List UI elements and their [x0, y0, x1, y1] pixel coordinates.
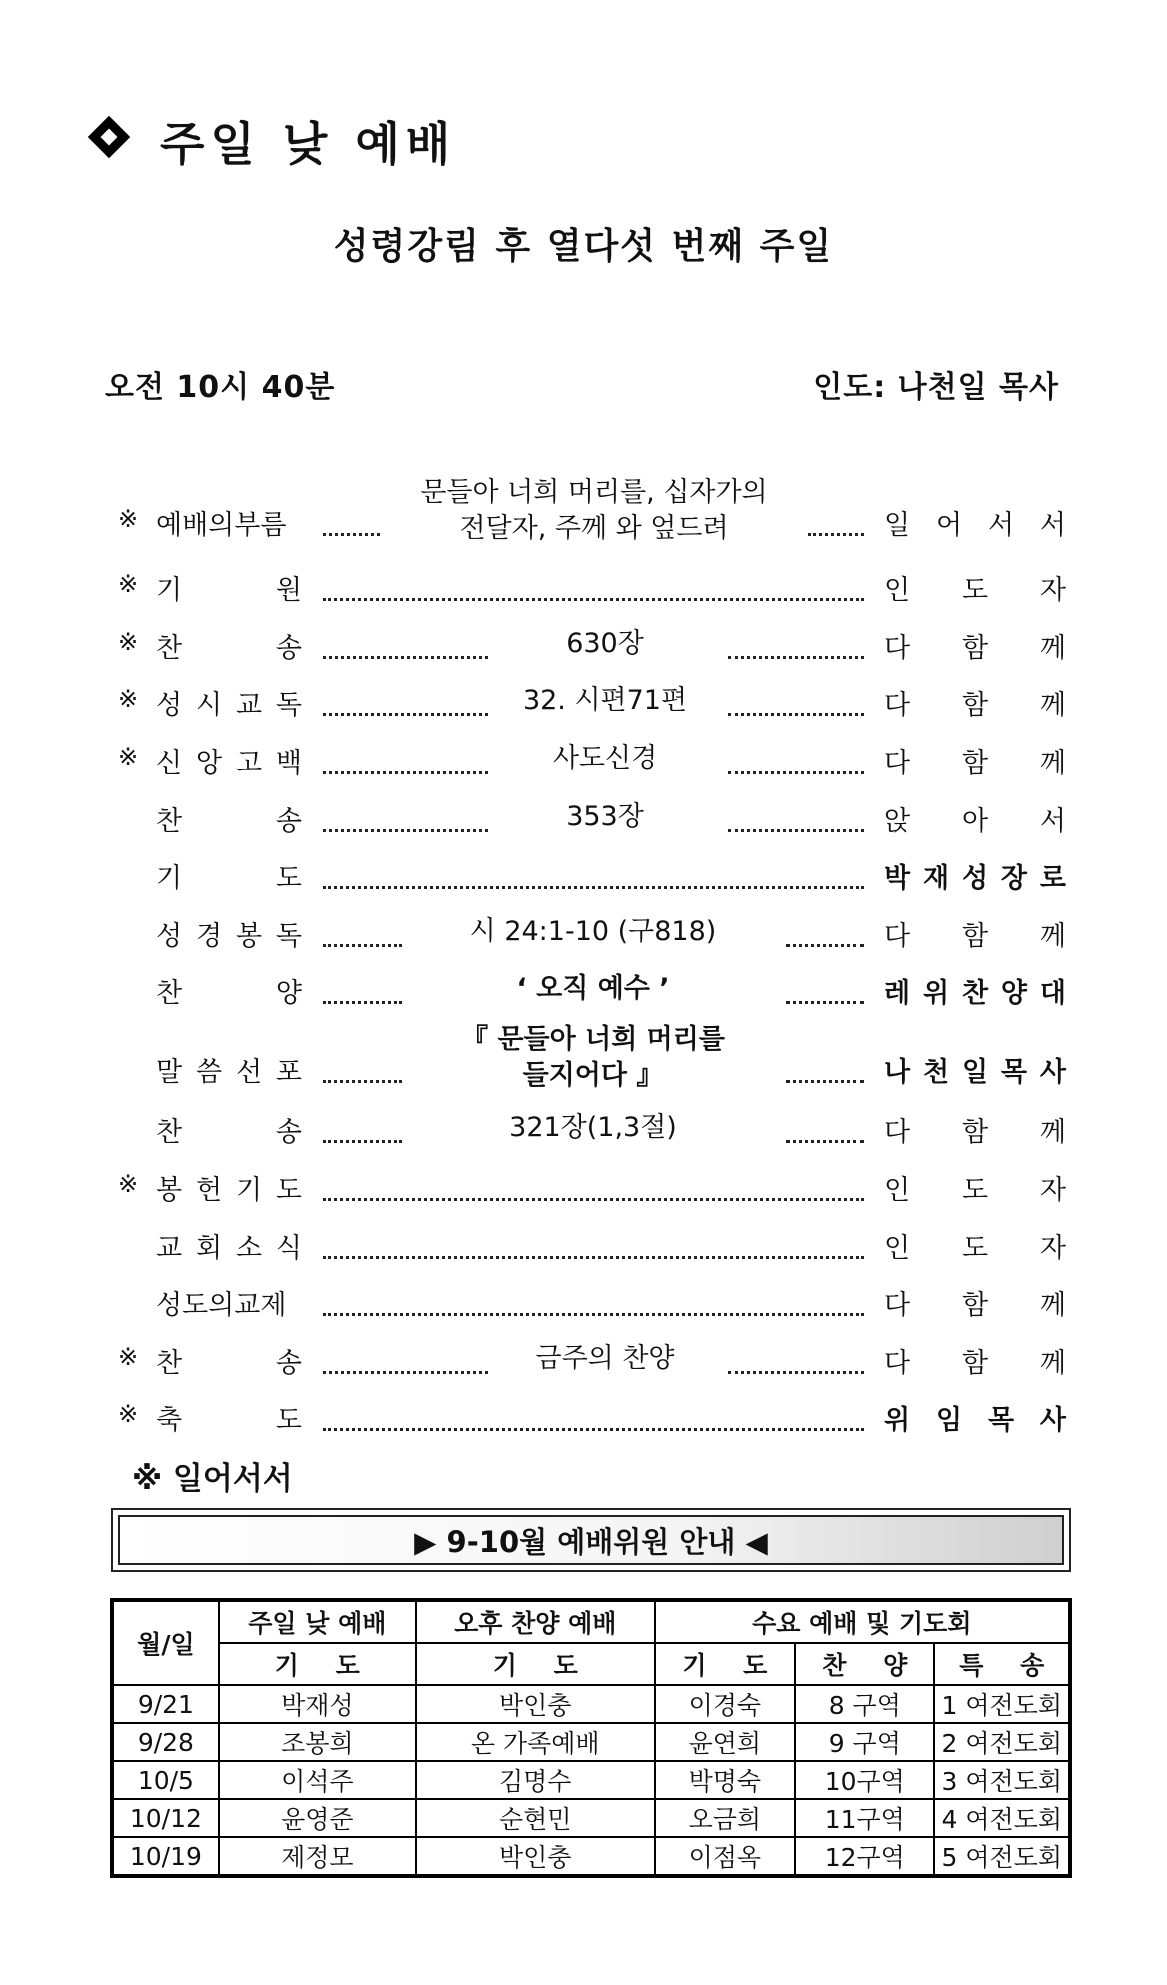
header-wednesday-service: 수요 예배 및 기도회 — [655, 1600, 1070, 1643]
table-row — [112, 1723, 1070, 1761]
subheader-pray: 기 도 — [655, 1643, 795, 1685]
order-item-name: 성도의교제 — [156, 1290, 287, 1321]
dot-leader — [786, 1080, 864, 1083]
content-line: 353장 — [566, 801, 644, 832]
content-line: 사도신경 — [552, 743, 658, 774]
standing-mark: ※ — [118, 1400, 139, 1428]
table-cell: 9 구역 — [795, 1723, 934, 1761]
order-item-name: 신 앙 고 백 — [156, 748, 302, 779]
order-item-content — [410, 914, 776, 950]
order-item-participant: 인 도 자 — [884, 1233, 1066, 1264]
order-item-participant: 다 함 께 — [884, 1290, 1066, 1321]
content-line: 문들아 너희 머리를, 십자가의 — [420, 477, 768, 508]
standing-mark: ※ — [118, 743, 139, 771]
order-item-participant: 레 위 찬 양 대 — [884, 978, 1066, 1009]
table-cell: 윤영준 — [219, 1799, 416, 1837]
table-cell: 1 여전도회 — [934, 1685, 1070, 1723]
dot-leader — [323, 886, 864, 889]
table-cell: 8 구역 — [795, 1685, 934, 1723]
table-cell: 12구역 — [795, 1837, 934, 1876]
order-item-participant: 다 함 께 — [884, 690, 1066, 721]
order-item-content — [490, 799, 720, 835]
order-item-participant: 다 함 께 — [884, 1348, 1066, 1379]
dot-leader — [323, 829, 488, 832]
content-line: 전달자, 주께 와 엎드려 — [459, 513, 729, 544]
table-cell: 11구역 — [795, 1799, 934, 1837]
table-cell: 조봉희 — [219, 1723, 416, 1761]
dot-leader — [323, 1428, 864, 1431]
order-item-name: 찬 송 — [156, 633, 302, 664]
order-item-participant: 박 재 성 장 로 — [884, 863, 1066, 894]
dot-leader — [728, 829, 864, 832]
dot-leader — [728, 713, 864, 716]
order-item-name: 성 경 봉 독 — [156, 921, 302, 952]
dot-leader — [808, 533, 864, 536]
order-item-name: 찬 송 — [156, 806, 302, 837]
order-item-content — [410, 971, 776, 1007]
table-cell: 윤연희 — [655, 1723, 795, 1761]
order-item-name: 봉 헌 기 도 — [156, 1175, 302, 1206]
standing-mark: ※ — [118, 570, 139, 598]
duty-table — [110, 1598, 1072, 1878]
order-item-content — [490, 1341, 720, 1377]
order-item-name: 말 씀 선 포 — [156, 1057, 302, 1088]
table-row — [112, 1761, 1070, 1799]
order-item-content — [410, 1022, 776, 1094]
order-item-name: 기 원 — [156, 575, 302, 606]
standing-mark: ※ — [118, 1170, 139, 1198]
header-sunday-service: 주일 낮 예배 — [219, 1600, 416, 1643]
order-item-participant: 다 함 께 — [884, 921, 1066, 952]
table-cell: 10/12 — [112, 1799, 219, 1837]
table-row — [112, 1837, 1070, 1876]
standing-mark: ※ — [118, 1343, 139, 1371]
table-cell: 9/21 — [112, 1685, 219, 1723]
dot-leader — [728, 656, 864, 659]
dot-leader — [323, 1001, 402, 1004]
order-item-participant: 나 천 일 목 사 — [884, 1057, 1066, 1088]
order-item-participant: 다 함 께 — [884, 748, 1066, 779]
order-item-content — [490, 683, 720, 719]
dot-leader — [728, 1371, 864, 1374]
table-cell: 박인충 — [416, 1837, 655, 1876]
dot-leader — [323, 533, 380, 536]
subheader-pray: 기 도 — [416, 1643, 655, 1685]
dot-leader — [728, 771, 864, 774]
table-cell: 10/19 — [112, 1837, 219, 1876]
dot-leader — [323, 713, 488, 716]
order-item-participant: 다 함 께 — [884, 1117, 1066, 1148]
service-leader: 인도: 나천일 목사 — [813, 370, 1059, 405]
dot-leader — [323, 771, 488, 774]
table-cell: 4 여전도회 — [934, 1799, 1070, 1837]
dot-leader — [323, 1313, 864, 1316]
duty-banner-title: ▶ 9-10월 예배위원 안내 ◀ — [118, 1515, 1064, 1565]
table-row — [112, 1685, 1070, 1723]
order-item-participant: 인 도 자 — [884, 575, 1066, 606]
table-cell: 박인충 — [416, 1685, 655, 1723]
page-title: 주일 낮 예배 — [160, 117, 457, 171]
standing-note: ※ 일어서서 — [132, 1461, 293, 1497]
content-line: 시 24:1-10 (구818) — [469, 916, 717, 947]
subheader-pray: 기 도 — [219, 1643, 416, 1685]
dot-leader — [323, 1140, 402, 1143]
order-item-content — [490, 741, 720, 777]
header-afternoon-service: 오후 찬양 예배 — [416, 1600, 655, 1643]
dot-leader — [323, 656, 488, 659]
table-cell: 10/5 — [112, 1761, 219, 1799]
table-cell: 이경숙 — [655, 1685, 795, 1723]
order-item-name: 교 회 소 식 — [156, 1233, 302, 1264]
table-cell: 5 여전도회 — [934, 1837, 1070, 1876]
order-item-name: 예배의부름 — [156, 510, 287, 541]
content-line: 32. 시편71편 — [522, 685, 688, 716]
table-cell: 9/28 — [112, 1723, 219, 1761]
dot-leader — [323, 1256, 864, 1259]
dot-leader — [786, 1001, 864, 1004]
content-line: 『 문들아 너희 머리를 — [461, 1024, 725, 1055]
order-item-participant: 앉 아 서 — [884, 806, 1066, 837]
order-item-participant: 위 임 목 사 — [884, 1405, 1066, 1436]
dot-leader — [323, 1371, 488, 1374]
table-cell: 박명숙 — [655, 1761, 795, 1799]
order-item-name: 찬 송 — [156, 1117, 302, 1148]
table-cell: 2 여전도회 — [934, 1723, 1070, 1761]
order-item-participant: 일 어 서 서 — [884, 510, 1066, 541]
dot-leader — [323, 1080, 402, 1083]
order-item-name: 성 시 교 독 — [156, 690, 302, 721]
order-item-participant: 인 도 자 — [884, 1175, 1066, 1206]
order-item-content — [490, 626, 720, 662]
diamond-bullet-icon — [88, 116, 130, 158]
content-line: 321장(1,3절) — [509, 1112, 677, 1143]
content-line: 들지어다 』 — [522, 1060, 664, 1091]
table-cell: 박재성 — [219, 1685, 416, 1723]
service-time: 오전 10시 40분 — [105, 370, 336, 405]
standing-mark: ※ — [118, 628, 139, 656]
dot-leader — [786, 944, 864, 947]
table-cell: 10구역 — [795, 1761, 934, 1799]
order-item-name: 축 도 — [156, 1405, 302, 1436]
order-item-name: 찬 송 — [156, 1348, 302, 1379]
order-item-name: 찬 양 — [156, 978, 302, 1009]
dot-leader — [786, 1140, 864, 1143]
table-row — [112, 1799, 1070, 1837]
dot-leader — [323, 598, 864, 601]
table-cell: 오금희 — [655, 1799, 795, 1837]
table-cell: 제정모 — [219, 1837, 416, 1876]
order-item-name: 기 도 — [156, 863, 302, 894]
standing-mark: ※ — [118, 685, 139, 713]
standing-mark: ※ — [118, 505, 139, 533]
table-cell: 온 가족예배 — [416, 1723, 655, 1761]
order-item-participant: 다 함 께 — [884, 633, 1066, 664]
content-line: 금주의 찬양 — [535, 1343, 675, 1374]
table-cell: 3 여전도회 — [934, 1761, 1070, 1799]
dot-leader — [323, 944, 402, 947]
header-date: 월/일 — [112, 1600, 219, 1685]
order-item-content — [410, 1110, 776, 1146]
table-cell: 이석주 — [219, 1761, 416, 1799]
page-subtitle: 성령강림 후 열다섯 번째 주일 — [333, 226, 834, 267]
content-line: 630장 — [566, 628, 644, 659]
subheader-praise: 찬 양 — [795, 1643, 934, 1685]
order-item-content — [390, 475, 798, 547]
table-cell: 김명수 — [416, 1761, 655, 1799]
dot-leader — [323, 1198, 864, 1201]
duty-banner — [111, 1508, 1071, 1572]
table-cell: 이점옥 — [655, 1837, 795, 1876]
table-cell: 순현민 — [416, 1799, 655, 1837]
subheader-special-song: 특 송 — [934, 1643, 1070, 1685]
content-line: ‘ 오직 예수 ’ — [516, 973, 670, 1004]
